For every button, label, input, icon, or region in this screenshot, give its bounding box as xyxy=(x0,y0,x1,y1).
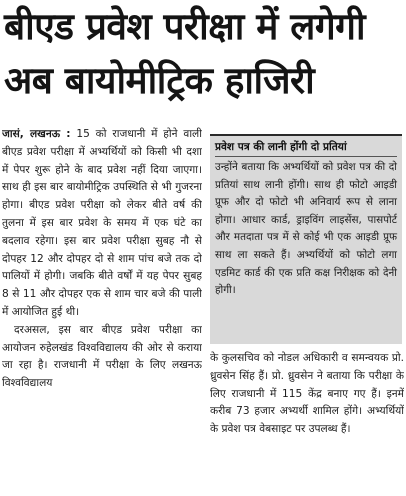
dateline: जासं, लखनऊ : xyxy=(2,128,71,140)
sidebar-title: प्रवेश पत्र की लानी होंगी दो प्रतियां xyxy=(215,141,347,153)
article-paragraph-2-text: दरअसल, इस बार बीएड प्रवेश परीक्षा का आयोजन रुहेलखंड विश्वविद्यालय की ओर से कराया जा रहा है। राजधानी में परीक्षा के लिए लखनऊ विश्वविद्यालय xyxy=(2,323,202,390)
sidebar-box xyxy=(210,134,402,344)
article-paragraph-1-text: 15 को राजधानी में होने वाली बीएड प्रवेश परीक्षा में अभ्यर्थियों को किसी भी दशा में पेपर शुरू होने के बाद प्रवेश नहीं दिया जाएगा। साथ ही इस बार बायोमीट्रिक उपस्थिति से भी गुजरना होगा। बीएड प्रवेश परीक्षा को लेकर बीते वर्ष की तुलना में इस बार प्रवेश के समय में एक घंटे का बदलाव रहेगा। इस बार प्रवेश परीक्षा सुबह नौ से दोपहर 12 और दोपहर दो से शाम पांच बजे तक दो पालियों में होगी। जबकि बीते वर्षों में यह पेपर सुबह 8 से 11 और दोपहर एक से शाम चार बजे की पाली में आयोजित हुई थी। xyxy=(2,128,202,318)
article-paragraph-2 xyxy=(2,322,202,393)
article-right-column xyxy=(210,350,404,496)
article-left-column xyxy=(2,126,202,496)
headline-line-2: अब बायोमीट्रिक हाजिरी xyxy=(4,59,315,102)
headline-line-1: बीएड प्रवेश परीक्षा में लगेगी xyxy=(4,5,366,48)
sidebar-body: उन्होंने बताया कि अभ्यर्थियों को प्रवेश पत्र की दो प्रतियां साथ लानी होंगी। साथ ही फोटो आइडी प्रूफ और दो फोटो भी अनिवार्य रूप से लाना होगा। आधार कार्ड, ड्राइविंग लाइसेंस, पासपोर्ट और मतदाता पत्र में से कोई भी एक आइडी प्रूफ साथ ला सकते हैं। अभ्यर्थियों को फोटो लगा एडमिट कार्ड की एक प्रति कक्ष निरीक्षक को देनी होगी। xyxy=(215,161,397,297)
article-paragraph-3: के कुलसचिव को नोडल अधिकारी व समन्वयक प्रो. ध्रुवसेन सिंह हैं। प्रो. ध्रुवसेन ने बताया कि परीक्षा के लिए राजधानी में 115 केंद्र बनाए गए हैं। इनमें करीब 73 हजार अभ्यर्थी शामिल होंगे। अभ्यर्थियों के प्रवेश पत्र वेबसाइट पर उपलब्ध हैं। xyxy=(210,352,404,436)
article-paragraph-1 xyxy=(2,126,202,322)
headline xyxy=(4,0,404,108)
